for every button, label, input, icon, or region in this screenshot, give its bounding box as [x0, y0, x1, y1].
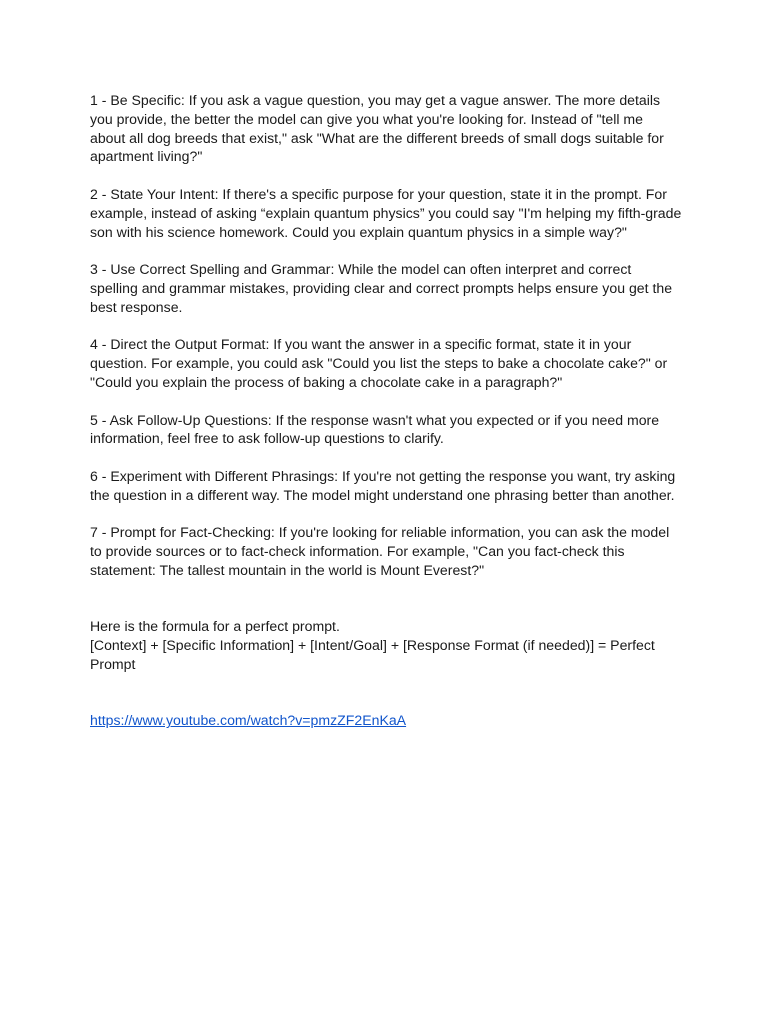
document-page [90, 91, 682, 730]
youtube-link[interactable]: https://www.youtube.com/watch?v=pmzZF2EnKaA [90, 712, 407, 729]
tip-be-specific: 1 - Be Specific: If you ask a vague question, you may get a vague answer. The more details you provide, the better the model can give you what you're looking for. Instead of "tell me about all dog breeds that exist," ask "What are the different breeds of small dogs suitable for apartment living?" [90, 92, 664, 165]
formula-section [90, 617, 682, 673]
link-section [90, 711, 682, 730]
tip-state-intent: 2 - State Your Intent: If there's a specific purpose for your question, state it in the prompt. For example, instead of asking “explain quantum physics” you could say "I'm helping my fifth-grade son with his science homework. Could you explain quantum physics in a simple way?" [90, 185, 682, 240]
tip-spelling-grammar: 3 - Use Correct Spelling and Grammar: While the model can often interpret and correct spelling and grammar mistakes, providing clear and correct prompts helps ensure you get the best response. [90, 261, 673, 315]
tip-phrasings: 6 - Experiment with Different Phrasings: If you're not getting the response you want, try asking the question in a different way. The model might understand one phrasing better than another. [90, 467, 676, 503]
formula-intro: Here is the formula for a perfect prompt. [90, 618, 340, 635]
formula-text: [Context] + [Specific Information] + [Intent/Goal] + [Response Format (if needed)] = Perfect Prompt [90, 637, 655, 672]
tip-output-format: 4 - Direct the Output Format: If you want the answer in a specific format, state it in your question. For example, you could ask "Could you list the steps to bake a chocolate cake?" or "Could you explain the process of baking a chocolate cake in a paragraph?" [90, 336, 668, 390]
tip-follow-up: 5 - Ask Follow-Up Questions: If the response wasn't what you expected or if you need more information, feel free to ask follow-up questions to clarify. [90, 411, 660, 447]
tip-fact-checking: 7 - Prompt for Fact-Checking: If you're looking for reliable information, you can ask the model to provide sources or to fact-check information. For example, "Can you fact-check this statement: The tallest mountain in the world is Mount Everest?" [90, 524, 670, 578]
